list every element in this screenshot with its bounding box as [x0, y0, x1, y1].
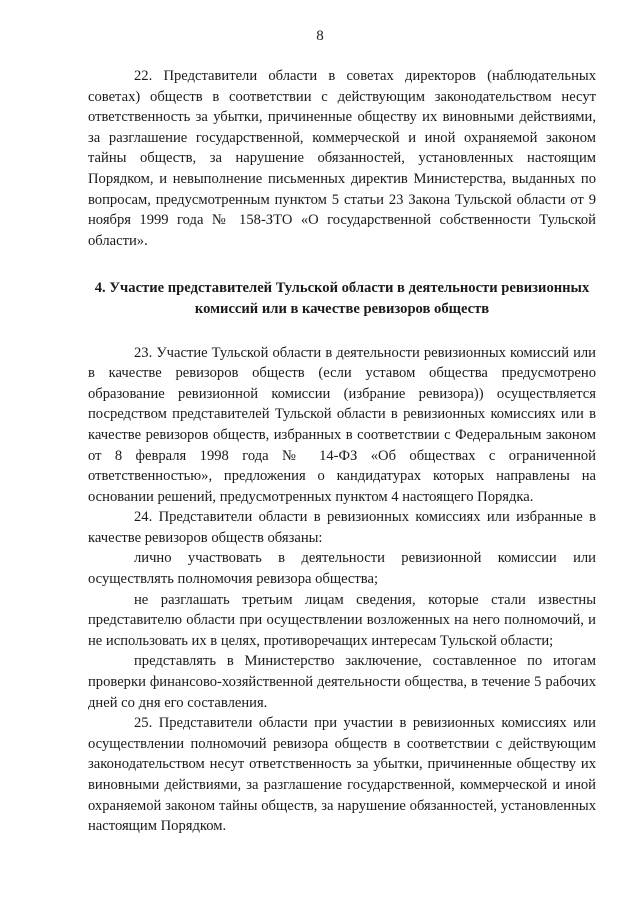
paragraph-24-item-3: представлять в Министерство заключение, составленное по итогам проверки финансово-хозяйственной деятельности общества, в течение 5 рабочих дней со дня его составления.: [88, 653, 596, 711]
section-heading: 4. Участие представителей Тульской области в деятельности ревизионных комиссий или в качестве ревизоров обществ: [94, 280, 590, 317]
paragraph-22: 22. Представители области в советах директоров (наблюдательных советах) обществ в соответствии с действующим законодательством несут ответственность за убытки, причиненные обществу их виновными действиями, за разглашение государственной, коммерческой и иной охраняемой законом тайны обществ, за нарушение обязанностей, установленных настоящим Порядком, и невыполнение письменных директив Министерства, выданных по вопросам, предусмотренным пунктом 5 статьи 23 Закона Тульской области от 9 ноября 1999 года № 158-ЗТО «О государственной собственности Тульской области».: [88, 68, 596, 249]
paragraph-24-item-2: не разглашать третьим лицам сведения, которые стали известны представителю области при осуществлении возложенных на него полномочий, и не использовать их в целях, противоречащих интересам Тульской области;: [88, 591, 596, 649]
page-number: 8: [316, 28, 324, 44]
paragraph-25: 25. Представители области при участии в ревизионных комиссиях или осуществлении полномочий ревизора обществ в соответствии с действующим законодательством несут ответственность за убытки, причиненные обществу их виновными действиями, за разглашение государственной, коммерческой и иной охраняемой законом тайны обществ, за нарушение обязанностей, установленных настоящим Порядком.: [88, 715, 596, 835]
document-body: [88, 66, 596, 837]
paragraph-23: 23. Участие Тульской области в деятельности ревизионных комиссий или в качестве ревизоров обществ (если уставом общества предусмотрено образование ревизионной комиссии (избрание ревизора)) осуществляется посредством представителей Тульской области в ревизионных комиссиях или в качестве ревизоров обществ, избранных в соответствии с Федеральным законом от 8 февраля 1998 года № 14-ФЗ «Об обществах с ограниченной ответственностью», предложения о кандидатурах которых направлены на основании решений, предусмотренных пунктом 4 настоящего Порядка.: [88, 344, 596, 505]
paragraph-24: 24. Представители области в ревизионных комиссиях или избранные в качестве ревизоров обществ обязаны:: [88, 509, 596, 546]
paragraph-24-item-1: лично участвовать в деятельности ревизионной комиссии или осуществлять полномочия ревизора общества;: [88, 550, 596, 588]
